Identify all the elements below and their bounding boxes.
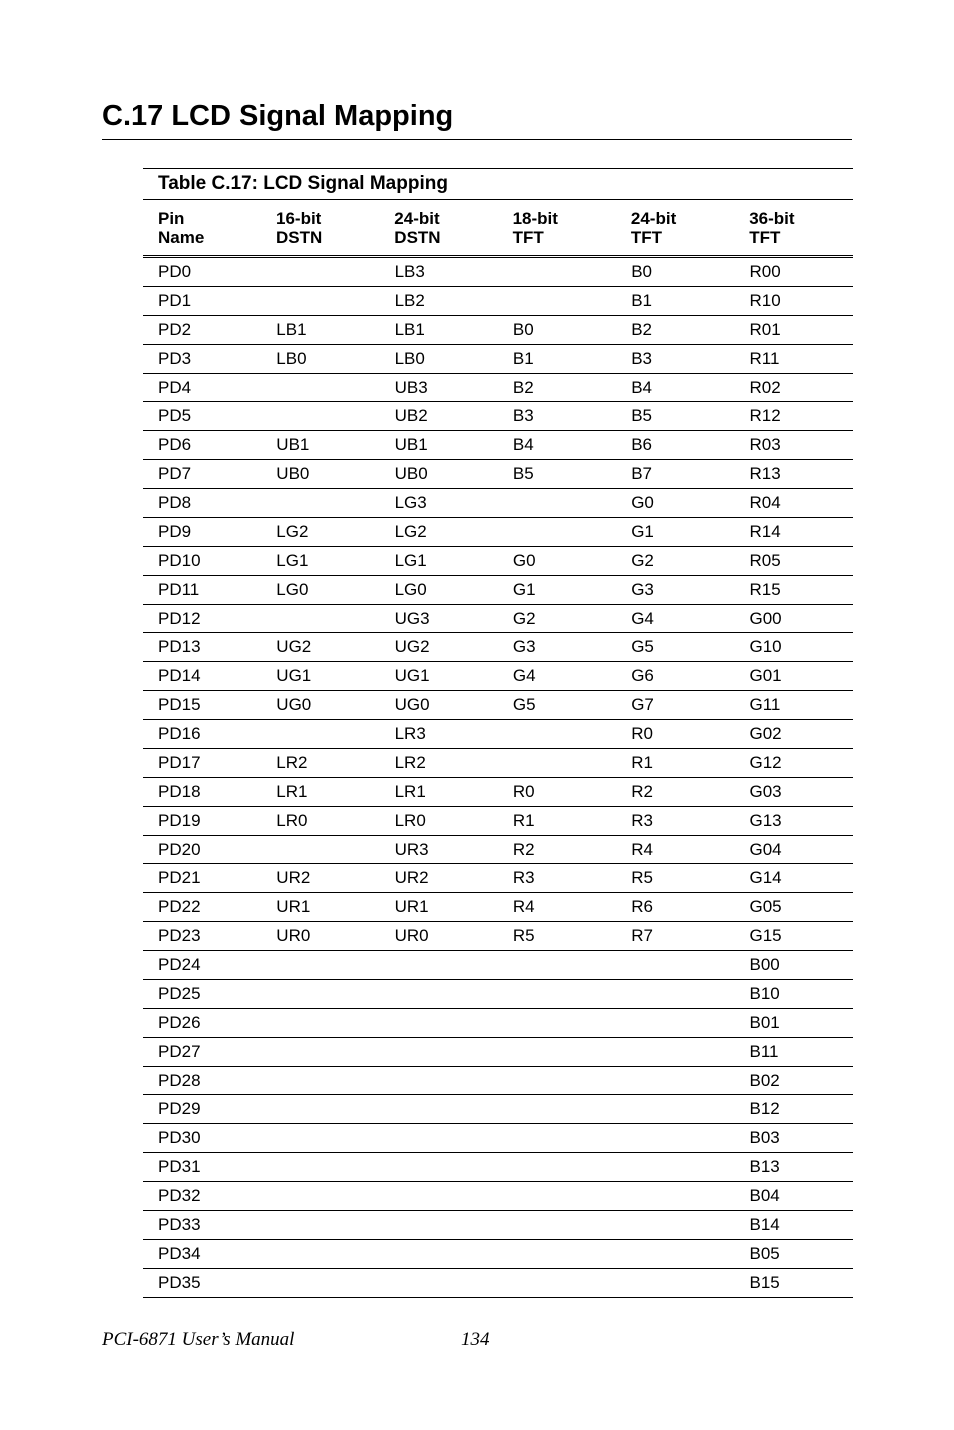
table-cell: G02 [749, 724, 782, 743]
table-cell: G13 [749, 810, 782, 830]
table-cell [616, 1095, 734, 1123]
table-cell [261, 605, 379, 633]
table-cell: R01 [749, 319, 781, 339]
table-cell: R05 [749, 550, 781, 570]
table-row [143, 431, 853, 460]
table-cell: B2 [512, 377, 534, 397]
table-cell: G11 [749, 695, 781, 715]
table-cell: B0 [631, 262, 652, 281]
table-row [143, 460, 853, 489]
table-row [143, 980, 853, 1009]
table-row [143, 749, 853, 778]
table-cell: R13 [749, 464, 781, 484]
table-cell [380, 1124, 498, 1152]
table-cell [261, 287, 379, 315]
table-row [143, 1153, 853, 1182]
table-cell [380, 980, 498, 1008]
table-cell [616, 951, 734, 979]
table-cell: R7 [631, 926, 653, 946]
header-36bit-tft [734, 200, 852, 255]
table-cell: LR2 [276, 752, 308, 772]
table-cell: G14 [749, 868, 782, 888]
table-cell [498, 951, 616, 979]
table-cell: UB1 [394, 435, 428, 455]
table-cell: LR1 [276, 781, 308, 801]
table-cell: UR1 [394, 897, 429, 917]
header-24bit-dstn [379, 200, 497, 255]
table-cell: G5 [512, 695, 536, 715]
table-cell: PD35 [158, 1272, 201, 1292]
table-cell: B1 [631, 290, 652, 310]
table-row [143, 374, 853, 403]
table-cell [261, 258, 379, 286]
table-cell: B0 [512, 319, 534, 339]
table-cell: LG1 [276, 550, 309, 570]
footer-page-number: 134 [461, 1329, 490, 1350]
table-cell: G5 [631, 637, 654, 657]
table-caption: Table C.17: LCD Signal Mapping [143, 169, 853, 200]
table-cell: R00 [749, 262, 781, 281]
table-cell: PD29 [158, 1099, 201, 1119]
table-cell: LB0 [394, 348, 425, 368]
table-cell: B5 [631, 406, 652, 426]
table-cell: R3 [512, 868, 535, 888]
table-row [143, 1009, 853, 1038]
table-cell: LR3 [394, 724, 426, 743]
table-cell [261, 374, 379, 402]
table-cell: LB1 [394, 319, 425, 339]
table-cell: G10 [749, 637, 782, 657]
table-cell: G00 [749, 608, 782, 628]
table-cell: UG0 [276, 695, 312, 715]
table-cell [261, 836, 379, 864]
table-cell: UG1 [394, 666, 430, 686]
header-line: 18-bit [512, 209, 558, 228]
table-cell [380, 1009, 498, 1037]
table-cell: UB0 [276, 464, 310, 484]
table-cell: B00 [749, 955, 780, 974]
table-row [143, 807, 853, 836]
table-cell: UR0 [394, 926, 429, 946]
table-cell: G3 [631, 579, 654, 599]
table-cell: R3 [631, 810, 653, 830]
table-cell: LG0 [394, 579, 427, 599]
table-cell: R1 [631, 752, 653, 772]
table-cell: PD13 [158, 637, 201, 657]
table-cell: B3 [631, 348, 652, 368]
table-cell: LG1 [394, 550, 427, 570]
section-title: C.17 LCD Signal Mapping [102, 100, 454, 132]
table-row [143, 1067, 853, 1096]
table-cell: B12 [749, 1099, 780, 1119]
table-cell [616, 1240, 734, 1268]
header-line: 16-bit [276, 209, 322, 228]
table-cell: PD21 [158, 868, 201, 888]
table-cell [380, 1211, 498, 1239]
table-row [143, 402, 853, 431]
table-cell [380, 1182, 498, 1210]
table-cell: G2 [631, 550, 654, 570]
table-cell: B3 [512, 406, 534, 426]
table-cell: UR1 [276, 897, 311, 917]
table-cell: PD10 [158, 550, 201, 570]
table-cell: B2 [631, 319, 652, 339]
table-cell: UB1 [276, 435, 310, 455]
table-cell: G15 [749, 926, 782, 946]
table-cell: R0 [631, 724, 653, 743]
table-cell: B4 [512, 435, 534, 455]
table-cell: UB3 [394, 377, 428, 397]
table-cell [616, 1124, 734, 1152]
table-cell: PD1 [158, 290, 192, 310]
table-row [143, 605, 853, 634]
header-line: Pin [158, 209, 185, 228]
table-cell: R5 [512, 926, 535, 946]
table-cell: R14 [749, 521, 781, 541]
table-cell [498, 1211, 616, 1239]
table-cell: LB1 [276, 319, 307, 339]
table-cell: R0 [512, 781, 535, 801]
table-cell: UG2 [394, 637, 430, 657]
table-row [143, 345, 853, 374]
table-cell: B03 [749, 1128, 780, 1148]
table-cell: B11 [749, 1041, 779, 1061]
header-16bit-dstn [261, 200, 379, 255]
table-cell [498, 1124, 616, 1152]
table-row [143, 576, 853, 605]
table-cell [498, 1240, 616, 1268]
table-cell: LG0 [276, 579, 309, 599]
table-cell: PD5 [158, 406, 192, 426]
table-cell: R6 [631, 897, 653, 917]
table-row [143, 1269, 853, 1298]
table-cell: G04 [749, 839, 782, 859]
table-cell: LR0 [276, 810, 308, 830]
table-cell: G1 [631, 521, 654, 541]
table-cell: B01 [749, 1012, 780, 1032]
table-cell: LR2 [394, 752, 426, 772]
table-cell [498, 1269, 616, 1297]
table-cell [380, 1095, 498, 1123]
table-cell: PD0 [158, 262, 192, 281]
table-cell [261, 1038, 379, 1066]
footer-manual-title: PCI-6871 User’s Manual [102, 1329, 295, 1350]
table-cell: B14 [749, 1214, 780, 1234]
table-cell [261, 402, 379, 430]
table-cell: R1 [512, 810, 535, 830]
table-cell: R4 [631, 839, 653, 859]
header-line: DSTN [276, 228, 323, 247]
table-cell: R5 [631, 868, 653, 888]
table-cell: LB0 [276, 348, 307, 368]
table-cell [380, 1240, 498, 1268]
table-cell [498, 1009, 616, 1037]
table-cell [380, 1269, 498, 1297]
table-cell: PD20 [158, 839, 201, 859]
table-cell [498, 1153, 616, 1181]
table-cell [616, 1009, 734, 1037]
table-cell: UG0 [394, 695, 430, 715]
header-18bit-tft [498, 200, 616, 255]
table-cell [616, 1067, 734, 1095]
header-pin-name [143, 200, 261, 255]
table-cell: PD2 [158, 319, 192, 339]
table-row [143, 633, 853, 662]
table-cell: B5 [512, 464, 534, 484]
table-cell [616, 980, 734, 1008]
table-row [143, 316, 853, 345]
table-row [143, 489, 853, 518]
header-line: 36-bit [749, 209, 795, 228]
table-row [143, 778, 853, 807]
table-cell: B1 [512, 348, 534, 368]
table-cell [498, 1095, 616, 1123]
table-row [143, 1124, 853, 1153]
table-cell: G0 [512, 550, 536, 570]
table-cell [261, 1124, 379, 1152]
table-cell [498, 258, 616, 286]
table-cell: UR2 [276, 868, 311, 888]
table-cell: PD31 [158, 1157, 201, 1177]
table-cell [261, 1269, 379, 1297]
header-line: TFT [512, 228, 544, 247]
table-cell [261, 1240, 379, 1268]
table-cell: PD4 [158, 377, 192, 397]
table-cell [261, 1211, 379, 1239]
table-cell [498, 749, 616, 777]
table-cell: PD28 [158, 1070, 201, 1090]
header-24bit-tft [616, 200, 734, 255]
table-cell: R11 [749, 348, 780, 368]
header-line: 24-bit [394, 209, 440, 228]
table-row [143, 864, 853, 893]
table-cell: G4 [512, 666, 536, 686]
table-cell [498, 1182, 616, 1210]
table-cell: UG1 [276, 666, 312, 686]
table-cell [498, 287, 616, 315]
table-header-row [143, 200, 853, 258]
table-cell [261, 1095, 379, 1123]
table-cell: R4 [512, 897, 535, 917]
table-cell: G1 [512, 579, 536, 599]
table-cell [616, 1211, 734, 1239]
header-line: 24-bit [630, 209, 677, 228]
table-cell: PD3 [158, 348, 192, 368]
table-row [143, 287, 853, 316]
header-line: TFT [749, 228, 781, 247]
table-row [143, 662, 853, 691]
table-row [143, 1240, 853, 1269]
table-cell [261, 1153, 379, 1181]
table-cell: PD17 [158, 752, 201, 772]
table-cell [498, 1067, 616, 1095]
table-cell: G0 [631, 493, 654, 512]
table-cell: LB2 [394, 290, 425, 310]
table-cell [261, 951, 379, 979]
table-cell: B15 [749, 1272, 780, 1292]
table-cell: LB3 [394, 262, 425, 281]
table-cell: PD33 [158, 1214, 201, 1234]
table-row [143, 518, 853, 547]
table-cell: PD8 [158, 493, 192, 512]
table-cell: R10 [749, 290, 781, 310]
table-cell: R15 [749, 579, 781, 599]
table-cell [380, 1153, 498, 1181]
table-cell [261, 980, 379, 1008]
table-cell: G6 [631, 666, 654, 686]
table-cell: PD27 [158, 1041, 201, 1061]
signal-mapping-table [143, 168, 853, 1298]
table-row [143, 547, 853, 576]
table-cell: PD15 [158, 695, 201, 715]
table-cell: G03 [749, 781, 782, 801]
table-cell [261, 1009, 379, 1037]
table-cell [616, 1182, 734, 1210]
table-row [143, 258, 853, 287]
header-line: DSTN [394, 228, 441, 247]
table-cell: UG2 [276, 637, 312, 657]
table-cell: UR0 [276, 926, 311, 946]
table-cell: PD26 [158, 1012, 201, 1032]
table-cell: PD22 [158, 897, 201, 917]
table-cell: UB0 [394, 464, 428, 484]
table-cell: G7 [631, 695, 654, 715]
table-cell: B7 [631, 464, 652, 484]
table-row [143, 1038, 853, 1067]
table-cell: PD23 [158, 926, 201, 946]
table-cell: LR1 [394, 781, 426, 801]
table-row [143, 691, 853, 720]
table-row [143, 1095, 853, 1124]
table-cell: UR3 [394, 839, 429, 859]
table-cell: B10 [749, 983, 780, 1003]
table-cell: B4 [631, 377, 652, 397]
table-cell: R02 [749, 377, 781, 397]
table-cell: UG3 [394, 608, 430, 628]
table-cell: PD30 [158, 1128, 201, 1148]
title-rule [102, 139, 852, 140]
table-cell [498, 980, 616, 1008]
table-cell [261, 1182, 379, 1210]
table-cell: PD16 [158, 724, 201, 743]
table-row [143, 1211, 853, 1240]
table-cell: LR0 [394, 810, 426, 830]
table-cell [616, 1038, 734, 1066]
table-cell: R12 [749, 406, 781, 426]
table-row [143, 720, 853, 749]
table-cell [261, 1067, 379, 1095]
table-cell: PD18 [158, 781, 201, 801]
table-cell [261, 489, 379, 517]
table-cell: G05 [749, 897, 782, 917]
table-cell [261, 720, 379, 748]
table-cell: G4 [631, 608, 654, 628]
table-cell: LG3 [394, 493, 427, 512]
table-row [143, 922, 853, 951]
header-line: TFT [630, 228, 663, 247]
table-cell: PD11 [158, 579, 200, 599]
table-cell: UB2 [394, 406, 428, 426]
table-cell: PD19 [158, 810, 201, 830]
table-cell: PD6 [158, 435, 192, 455]
table-cell: R03 [749, 435, 781, 455]
table-row [143, 836, 853, 865]
table-cell: G12 [749, 752, 782, 772]
table-cell [616, 1153, 734, 1181]
table-cell: LG2 [276, 521, 309, 541]
table-cell [498, 489, 616, 517]
table-cell: PD9 [158, 521, 192, 541]
table-cell: PD32 [158, 1186, 201, 1205]
table-cell: PD25 [158, 983, 201, 1003]
table-cell: B04 [749, 1186, 780, 1205]
table-cell [380, 951, 498, 979]
table-row [143, 951, 853, 980]
table-cell: PD24 [158, 955, 201, 974]
table-cell: UR2 [394, 868, 429, 888]
table-row [143, 893, 853, 922]
table-cell: R04 [749, 493, 781, 512]
table-cell [380, 1067, 498, 1095]
table-cell: PD14 [158, 666, 201, 686]
table-cell: G2 [512, 608, 536, 628]
table-cell: B13 [749, 1157, 780, 1177]
table-cell: B05 [749, 1243, 780, 1263]
header-line: Name [158, 228, 205, 247]
table-cell [498, 1038, 616, 1066]
table-cell: G01 [749, 666, 782, 686]
table-cell [380, 1038, 498, 1066]
table-body [143, 258, 853, 1298]
table-cell: PD12 [158, 608, 201, 628]
table-cell: G3 [512, 637, 536, 657]
table-cell: LG2 [394, 521, 427, 541]
table-cell: R2 [512, 839, 535, 859]
table-cell: B02 [749, 1070, 780, 1090]
table-cell [616, 1269, 734, 1297]
table-cell [498, 720, 616, 748]
table-cell: PD34 [158, 1243, 201, 1263]
table-cell: R2 [631, 781, 653, 801]
table-row [143, 1182, 853, 1211]
table-cell [498, 518, 616, 546]
table-cell: PD7 [158, 464, 192, 484]
table-cell: B6 [631, 435, 652, 455]
